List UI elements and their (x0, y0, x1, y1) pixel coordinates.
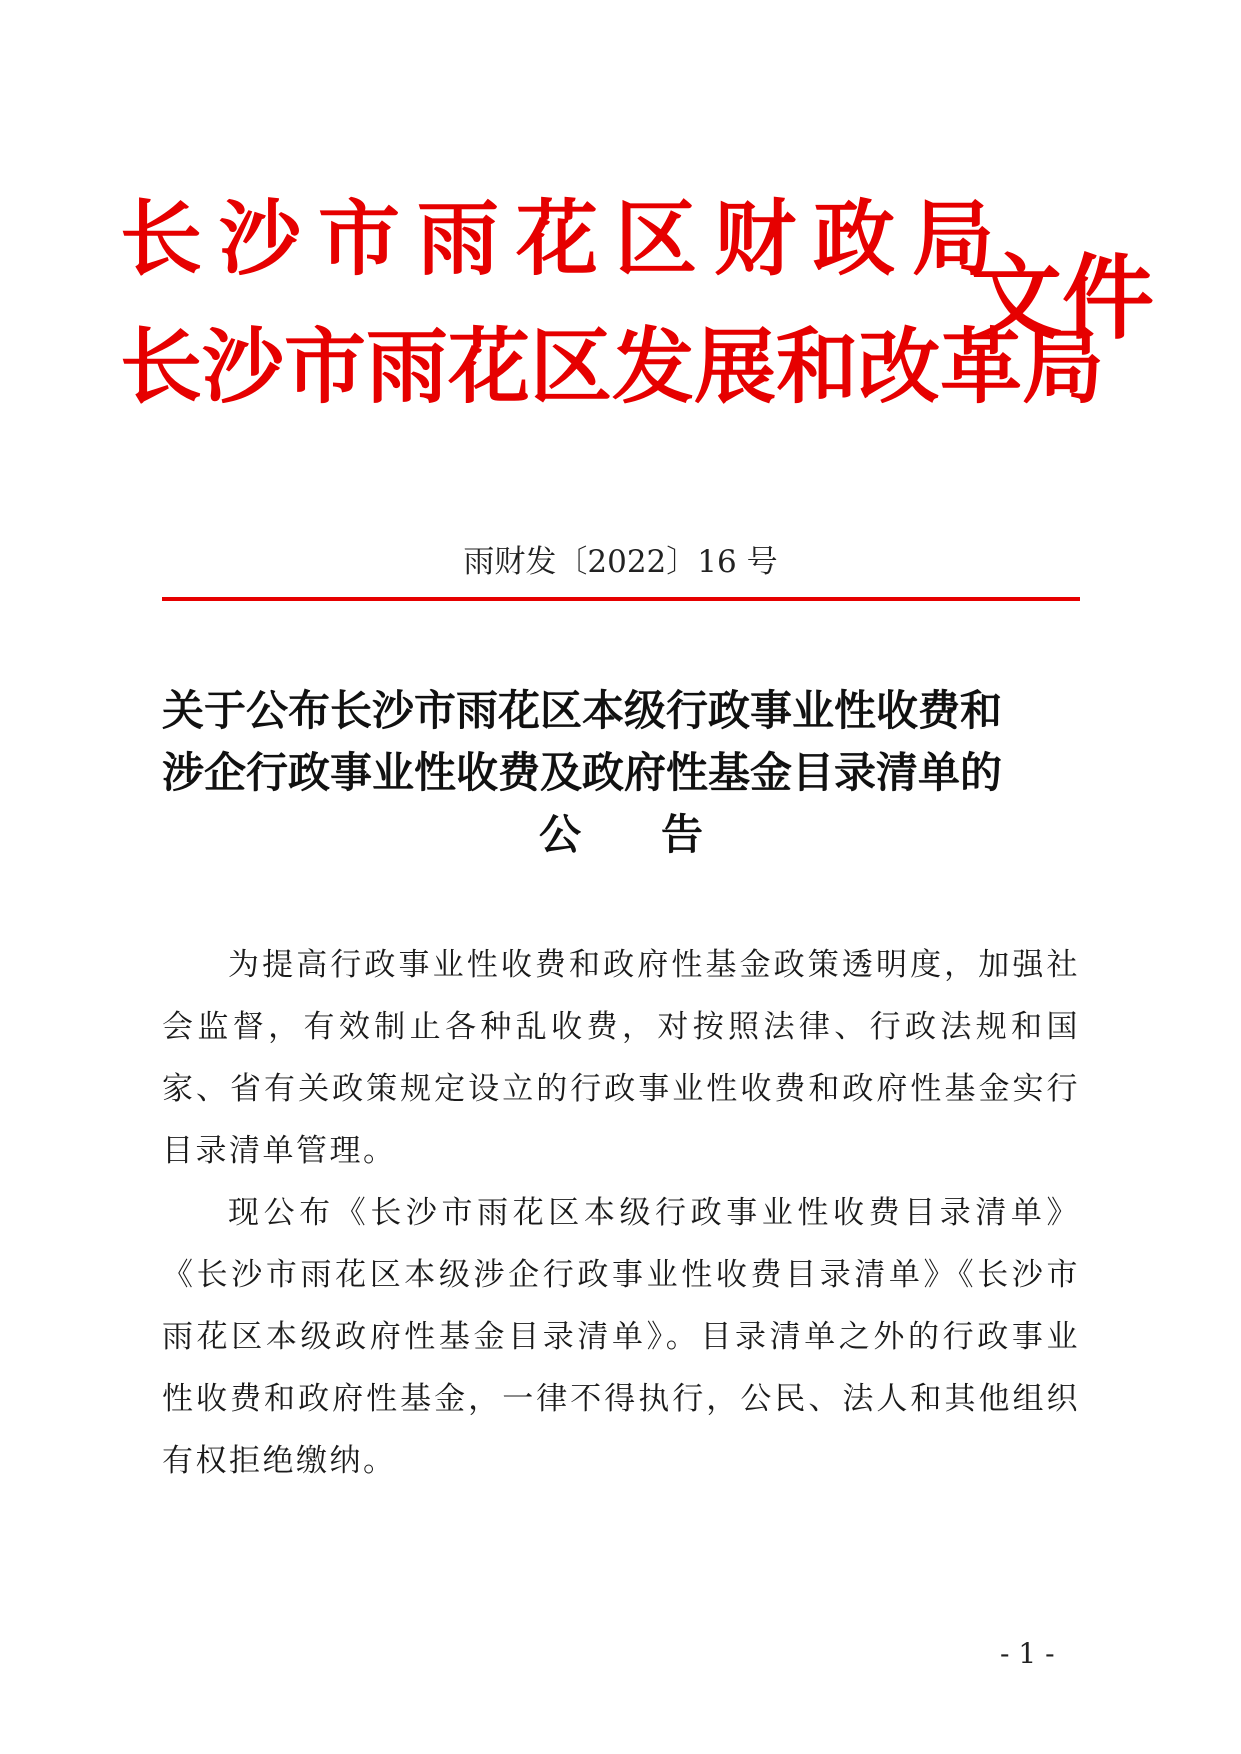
title-line-2: 涉企行政事业性收费及政府性基金目录清单的 (162, 748, 1003, 797)
red-masthead (0, 0, 1241, 420)
body-paragraph-1: 为提高行政事业性收费和政府性基金政策透明度，加强社会监督，有效制止各种乱收费，对按照法律、行政法规和国家、省有关政策规定设立的行政事业性收费和政府性基金实行目录清单管理。 (162, 947, 1080, 1169)
document-title (162, 680, 1080, 866)
title-line-1: 关于公布长沙市雨花区本级行政事业性收费和 (162, 686, 1003, 735)
document-body (162, 934, 1080, 1492)
masthead-issuer-development-reform-bureau: 长沙市雨花区发展和改革局 (120, 320, 1105, 415)
page-number: - 1 - (1000, 1637, 1055, 1670)
body-paragraph-2: 现公布《长沙市雨花区本级行政事业性收费目录清单》《长沙市雨花区本级涉企行政事业性收费目录清单》《长沙市雨花区本级政府性基金目录清单》。目录清单之外的行政事业性收费和政府性基金，一律不得执行，公民、法人和其他组织有权拒绝缴纳。 (162, 1195, 1080, 1479)
title-line-3: 公告 (538, 810, 783, 859)
masthead-document-label: 文件 (970, 245, 1155, 352)
document-number: 雨财发〔2022〕16 号 (463, 544, 778, 580)
masthead-issuer-finance-bureau: 长沙市雨花区财政局 (120, 192, 1012, 287)
red-divider-rule (162, 597, 1080, 601)
